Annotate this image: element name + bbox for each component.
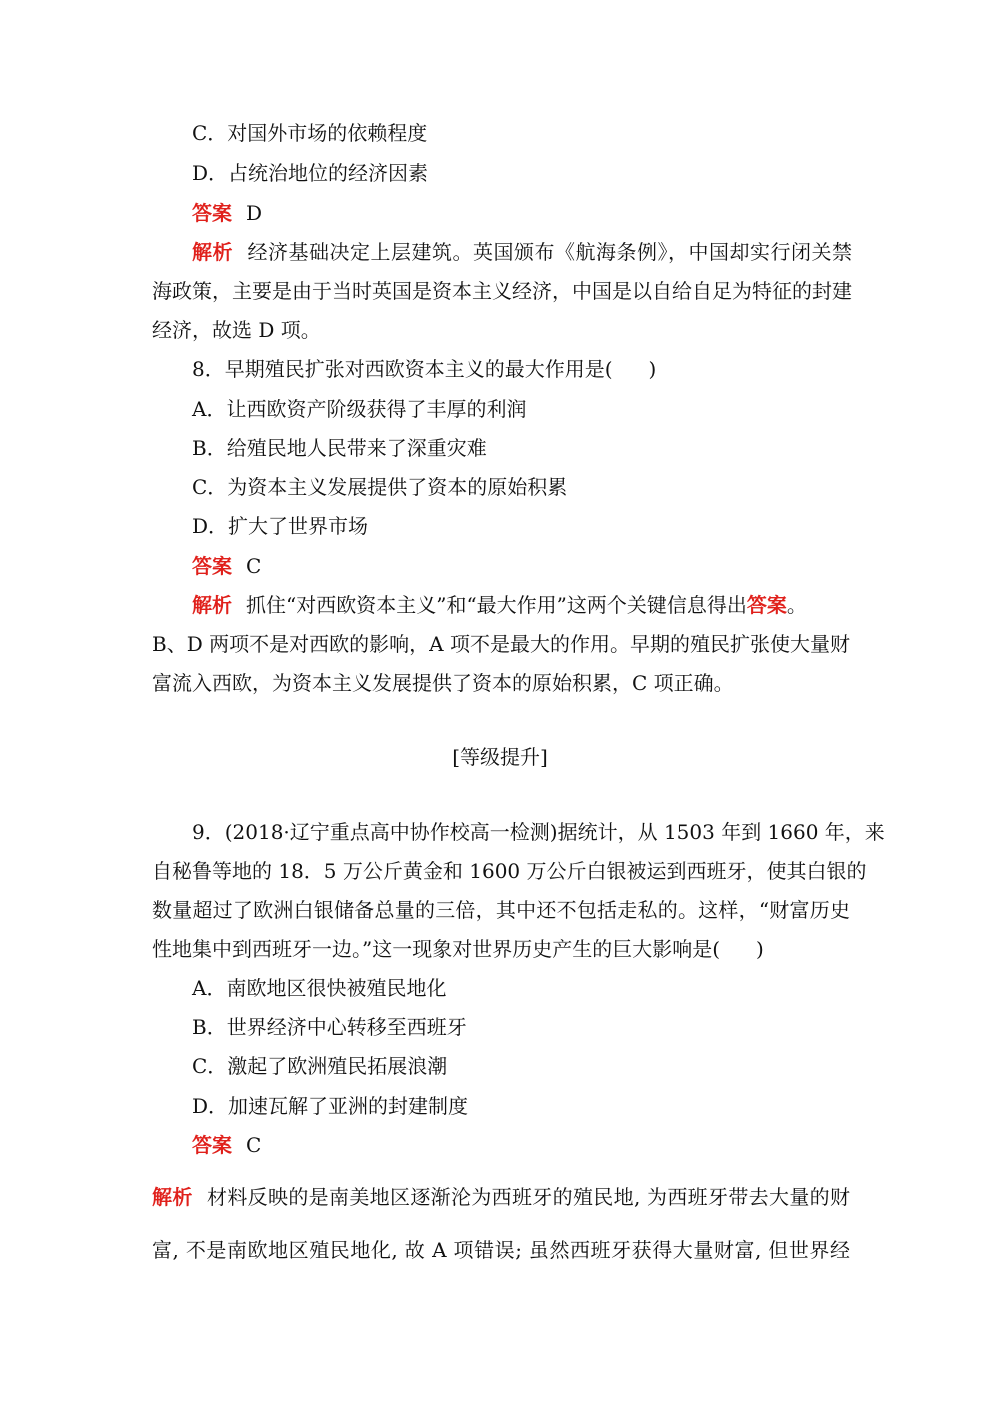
q9-analysis-line-2: 富, 不是南欧地区殖民地化, 故 A 项错误; 虽然西班牙获得大量财富, 但世界经 — [152, 1238, 850, 1262]
q8-option-b: B．给殖民地人民带来了深重灾难 — [192, 436, 487, 460]
section-heading: [等级提升] — [452, 745, 548, 769]
answer-value: D — [246, 201, 263, 225]
q7-answer — [192, 201, 262, 225]
answer-keyword: 答案 — [746, 593, 787, 617]
analysis-label: 解析 — [152, 1185, 193, 1209]
q8-analysis-line-3: 富流入西欧，为资本主义发展提供了资本的原始积累，C 项正确。 — [152, 671, 734, 695]
q7-option-d: D．占统治地位的经济因素 — [192, 161, 429, 185]
q9-analysis-line-1: 解析 材料反映的是南美地区逐渐沦为西班牙的殖民地, 为西班牙带去大量的财 — [152, 1185, 851, 1209]
answer-label: 答案 — [192, 554, 232, 578]
q9-option-c: C．激起了欧洲殖民拓展浪潮 — [192, 1054, 448, 1078]
q8-option-c: C．为资本主义发展提供了资本的原始积累 — [192, 475, 568, 499]
q8-analysis-line-2: B、D 两项不是对西欧的影响，A 项不是最大的作用。早期的殖民扩张使大量财 — [152, 632, 850, 656]
q8-option-d: D．扩大了世界市场 — [192, 514, 369, 538]
q9-option-a: A．南欧地区很快被殖民地化 — [192, 976, 447, 1000]
q9-stem-line-1: 9．(2018·辽宁重点高中协作校高一检测)据统计，从 1503 年到 1660 年，来 — [192, 820, 885, 844]
q9-stem-line-3: 数量超过了欧洲白银储备总量的三倍，其中还不包括走私的。这样，“财富历史 — [152, 898, 850, 922]
q7-option-c: C．对国外市场的依赖程度 — [192, 121, 428, 145]
answer-value: C — [246, 1133, 262, 1157]
q7-analysis-line-3: 经济，故选 D 项。 — [152, 318, 321, 342]
q9-stem-line-2: 自秘鲁等地的 18．5 万公斤黄金和 1600 万公斤白银被运到西班牙，使其白银的 — [152, 859, 867, 883]
q8-option-a: A．让西欧资产阶级获得了丰厚的利润 — [192, 397, 527, 421]
q9-option-d: D．加速瓦解了亚洲的封建制度 — [192, 1094, 469, 1118]
analysis-label: 解析 — [192, 593, 232, 617]
q8-answer — [192, 554, 261, 578]
analysis-label: 解析 — [192, 240, 233, 264]
q9-option-b: B．世界经济中心转移至西班牙 — [192, 1015, 467, 1039]
q9-stem-line-4: 性地集中到西班牙一边。”这一现象对世界历史产生的巨大影响是( ) — [152, 937, 764, 961]
q8-stem: 8．早期殖民扩张对西欧资本主义的最大作用是( ) — [192, 357, 657, 381]
answer-label: 答案 — [192, 201, 232, 225]
answer-label: 答案 — [192, 1133, 232, 1157]
answer-value: C — [246, 554, 262, 578]
q8-analysis-line-1: 解析 抓住“对西欧资本主义”和“最大作用”这两个关键信息得出答案。 — [192, 593, 807, 617]
q7-analysis-line-1: 解析 经济基础决定上层建筑。英国颁布《航海条例》，中国却实行闭关禁 — [192, 240, 852, 264]
q7-analysis-line-2: 海政策，主要是由于当时英国是资本主义经济，中国是以自给自足为特征的封建 — [152, 279, 852, 303]
q9-answer — [192, 1133, 261, 1157]
